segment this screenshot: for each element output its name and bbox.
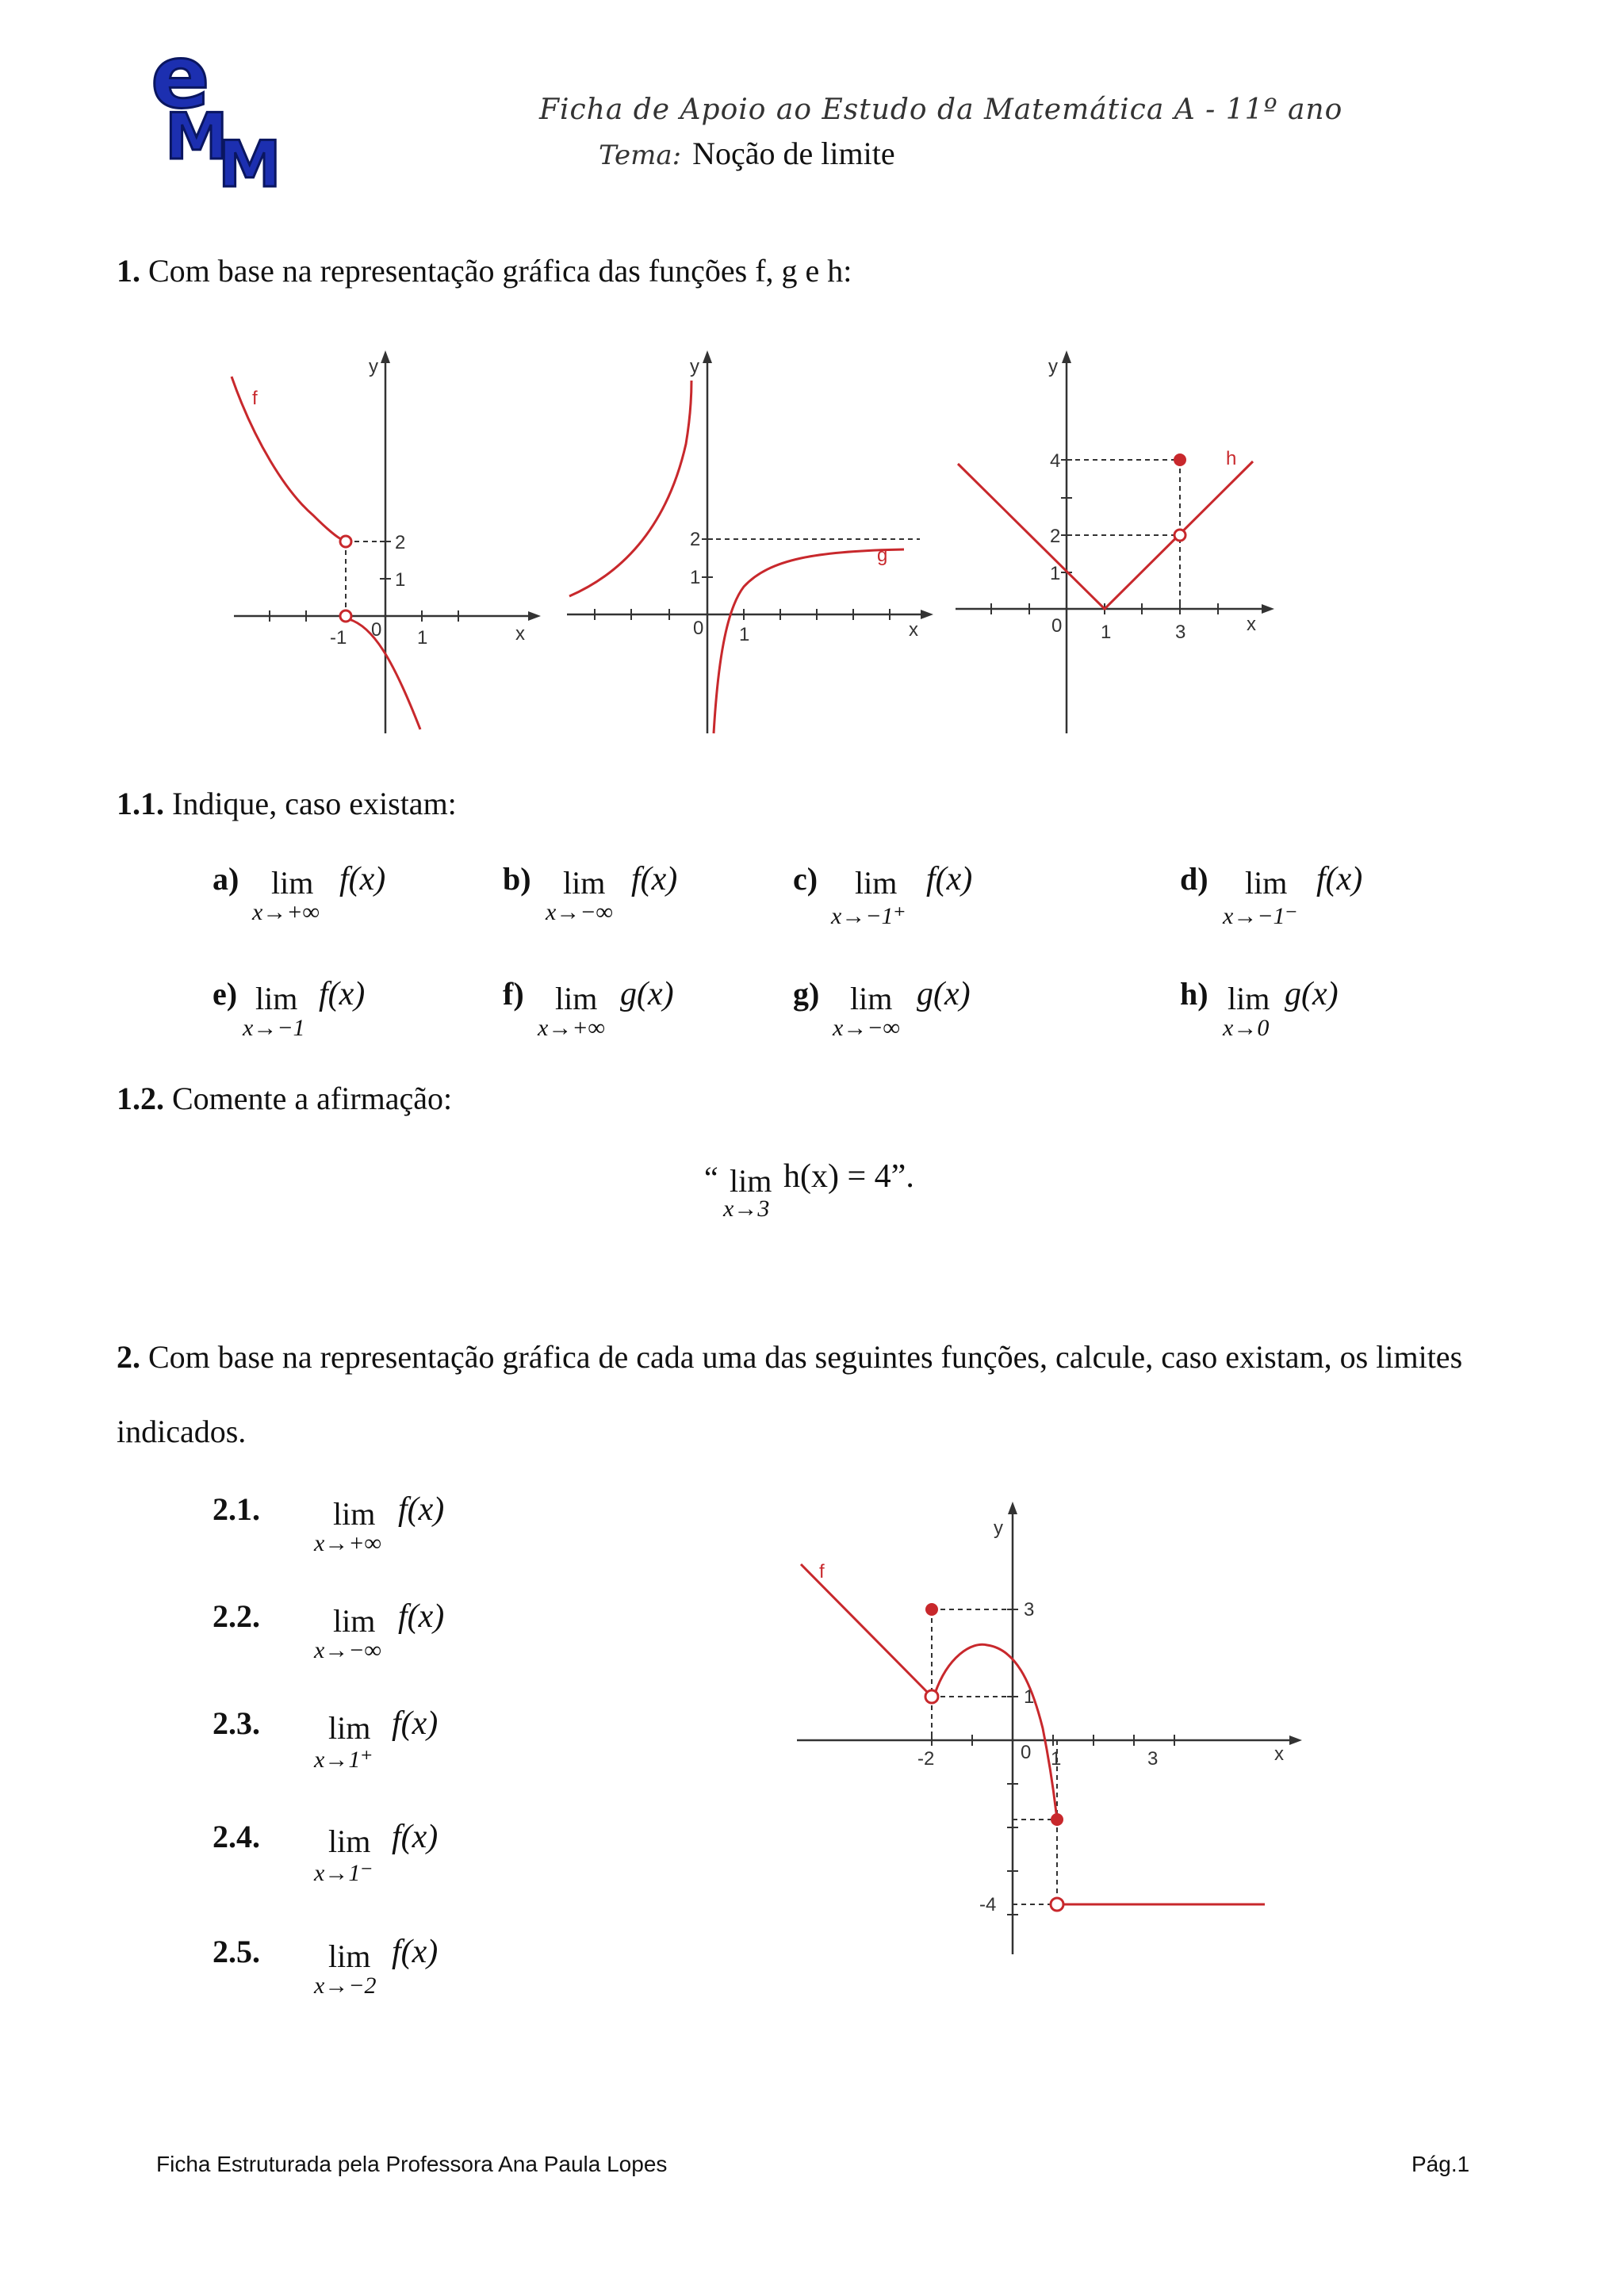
lim-word: lim [333,1496,376,1532]
lim-subscript: x→0 [1223,1015,1270,1041]
svg-text:e: e [151,40,210,128]
y-axis-label: y [1048,356,1058,377]
lim-subscript: x→+∞ [252,899,320,925]
tick-label: 0 [1021,1742,1032,1763]
question-1-1-number: 1.1. [117,786,164,821]
item-number: 2.5. [213,1934,260,1969]
footer-author: Ficha Estruturada pela Professora Ana Paula Lopes [156,2152,668,2176]
close-quote: ”. [891,1158,914,1195]
tick-label: 1 [1051,1748,1062,1770]
open-point [925,1690,938,1703]
y-axis-label: y [369,356,378,377]
question-1-number: 1. [117,253,140,289]
tick-label: 0 [371,619,382,641]
lim-word: lim [555,981,598,1016]
lim-subscript: x→−1⁺ [831,903,906,929]
theme-label: Tema: [599,140,682,171]
lim-word: lim [328,1823,371,1859]
lim-word: lim [855,865,898,901]
lim-function: f(x) [398,1598,445,1635]
open-point [340,610,351,622]
curve-f-middle [935,1644,1057,1820]
tick-label: 0 [693,618,704,639]
lim-subscript: x→1⁺ [314,1747,373,1773]
emm-logo [143,40,293,190]
tick-label: 2 [690,529,701,550]
question-1-1-text: Indique, caso existam: [172,786,457,821]
svg-text:M: M [165,100,228,174]
footer-page-number: Pág.1 [1411,2152,1470,2176]
lim-word: lim [850,981,893,1016]
lim-subscript: x→−∞ [314,1637,381,1663]
lim-function: f(x) [392,1705,439,1742]
lim-word: lim [328,1710,371,1746]
item-letter: h) [1180,976,1208,1012]
open-point [340,536,351,547]
tick-label: -2 [917,1748,935,1770]
lim-subscript: x→−1 [243,1015,305,1041]
curve-f-left [801,1564,929,1693]
x-axis-label: x [909,619,918,641]
open-point [1174,530,1185,541]
open-quote: “ [704,1160,718,1196]
tick-label: 2 [1050,526,1061,547]
func-label: h [1226,448,1237,469]
lim-subscript: x→−2 [314,1973,377,1999]
y-axis-label: y [690,356,699,377]
lim-function: g(x) [620,976,674,1012]
tick-label: 1 [395,569,406,591]
lim-subscript: x→3 [723,1196,770,1222]
lim-word: lim [333,1603,376,1639]
item-letter: d) [1180,861,1208,897]
tick-label: -4 [979,1894,997,1915]
func-label: f [819,1561,825,1582]
item-letter: e) [213,976,238,1012]
open-point [1051,1898,1063,1911]
graph-h [952,349,1285,737]
lim-function: f(x) [398,1491,445,1528]
question-1-1 [117,785,457,822]
question-2-text-continued: indicados. [117,1414,247,1449]
lim-word: lim [271,865,314,901]
graph-q2-f [789,1498,1328,1974]
lim-function: f(x) [392,1934,439,1970]
svg-text:M: M [218,128,282,190]
lim-function: f(x) [1316,861,1363,897]
tick-label: 1 [739,624,750,645]
question-2-number: 2. [117,1339,140,1375]
tick-label: 1 [690,567,701,588]
lim-word: lim [1245,865,1288,901]
theme-title: Noção de limite [692,136,895,171]
item-number: 2.2. [213,1598,260,1634]
y-axis-label: y [994,1517,1003,1539]
question-1-2-number: 1.2. [117,1081,164,1116]
graph-f [230,349,547,737]
lim-function: g(x) [1285,976,1339,1012]
graph-g [563,349,940,737]
x-axis-label: x [1274,1743,1284,1765]
item-letter: f) [503,976,524,1012]
lim-word: lim [255,981,298,1016]
lim-subscript: x→1⁻ [314,1860,373,1886]
tick-label: 3 [1175,622,1186,643]
question-1 [117,252,852,289]
question-2-text: Com base na representação gráfica de cada uma das seguintes funções, calcule, caso existam, os limites [148,1339,1463,1375]
tick-label: 4 [1050,450,1061,472]
tick-label: -1 [330,627,347,649]
closed-point [1051,1813,1063,1826]
tick-label: 0 [1051,615,1063,637]
theme-line [599,135,895,172]
closed-point [925,1603,938,1616]
item-number: 2.1. [213,1491,260,1527]
lim-function: g(x) [917,976,971,1012]
tick-label: 1 [1050,563,1061,584]
lim-subscript: x→−∞ [546,899,613,925]
lim-subscript: x→+∞ [538,1015,605,1041]
lim-function: f(x) [339,861,386,897]
lim-function: f(x) [926,861,973,897]
tick-label: 3 [1147,1748,1159,1770]
lim-word: lim [328,1938,371,1974]
x-axis-label: x [1247,614,1256,635]
closed-point [1174,454,1185,465]
item-letter: a) [213,861,239,897]
tick-label: 3 [1024,1599,1035,1621]
question-2 [117,1338,1462,1376]
lim-function: f(x) [319,976,366,1012]
item-number: 2.4. [213,1819,260,1854]
tick-label: 1 [417,627,428,649]
question-1-text: Com base na representação gráfica das funções f, g e h: [148,253,852,289]
curve-g-left [569,381,691,596]
curve-f-left [232,377,343,540]
lim-word: lim [1228,981,1270,1016]
func-label: f [252,388,258,409]
item-number: 2.3. [213,1705,260,1741]
item-letter: b) [503,861,531,897]
lim-subscript: x→−∞ [833,1015,900,1041]
statement-expr-text: h(x) = 4 [783,1158,891,1195]
question-1-2-text: Comente a afirmação: [172,1081,453,1116]
item-letter: c) [793,861,818,897]
question-1-2 [117,1080,452,1117]
x-axis-label: x [515,623,525,645]
lim-word: lim [730,1163,772,1199]
statement-expression [783,1158,914,1196]
lim-function: f(x) [631,861,678,897]
tick-label: 1 [1024,1686,1035,1708]
lim-word: lim [563,865,606,901]
lim-subscript: x→+∞ [314,1530,381,1556]
lim-subscript: x→−1⁻ [1223,903,1298,929]
tick-label: 2 [395,532,406,553]
tick-label: 1 [1101,622,1112,643]
worksheet-subtitle: Ficha de Apoio ao Estudo da Matemática A - 11º ano [539,94,1343,126]
lim-function: f(x) [392,1819,439,1855]
func-label: g [877,545,888,566]
item-letter: g) [793,976,820,1012]
